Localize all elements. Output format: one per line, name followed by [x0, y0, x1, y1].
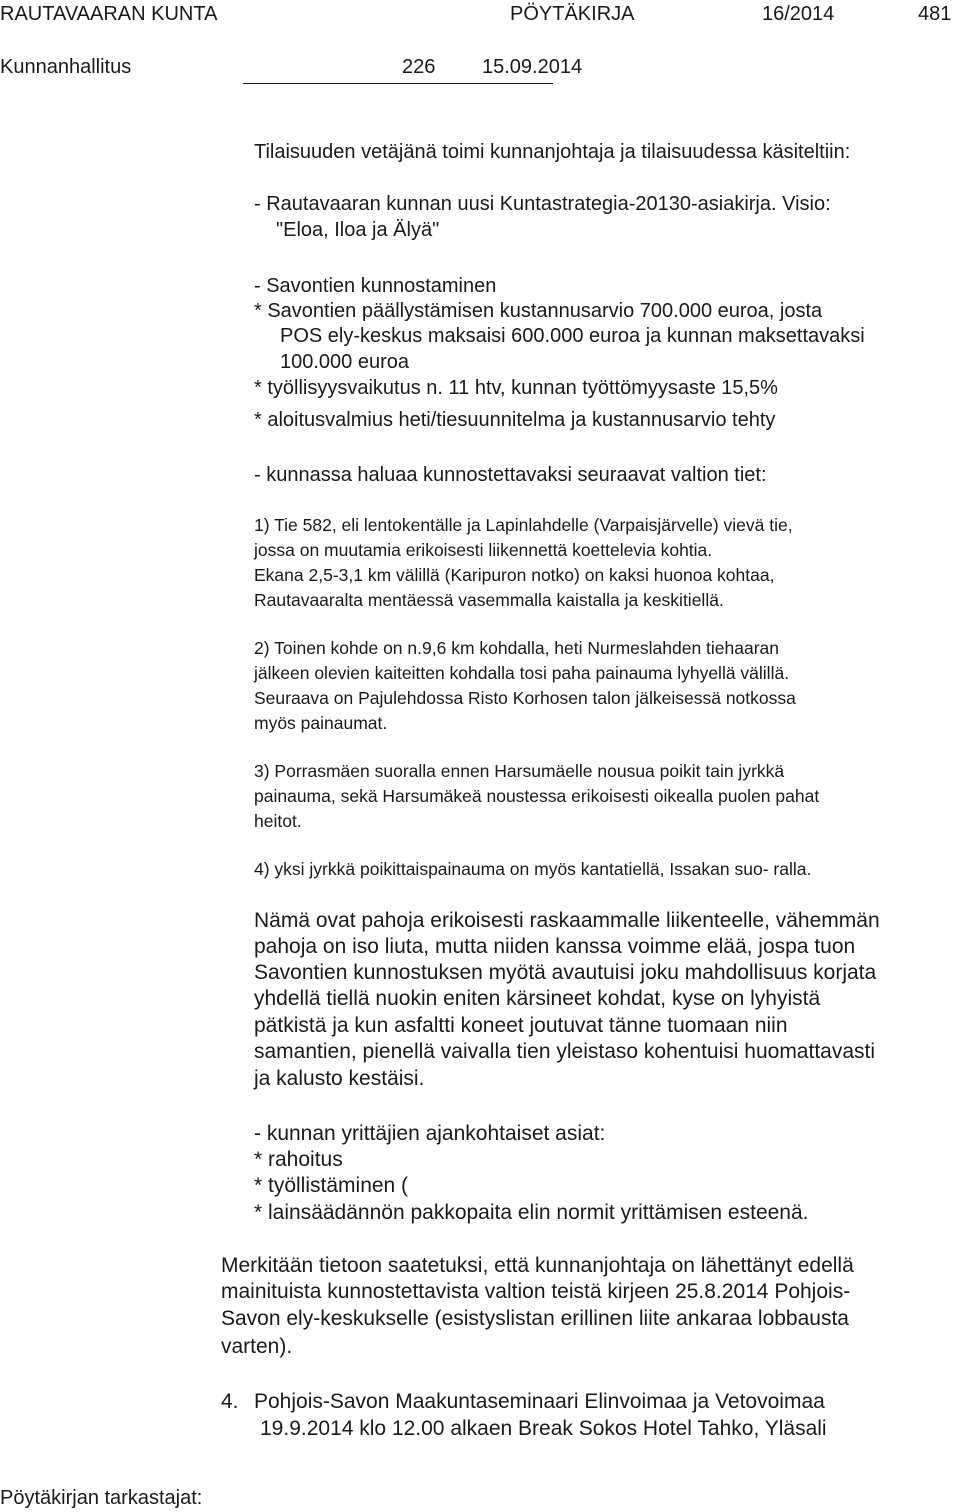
strategy-vision: "Eloa, Iloa ja Älyä" — [276, 219, 440, 241]
damage-line: Nämä ovat pahoja erikoisesti raskaammalle liikenteelle, vähemmän — [254, 909, 880, 932]
note-line: Savon ely-keskukselle (esistyslistan erillinen liite ankaraa lobbausta — [221, 1307, 849, 1330]
damage-line: yhdellä tiellä nuokin eniten kärsineet kohdat, kyse on lyhyistä — [254, 987, 821, 1010]
item3-line: heitot. — [254, 811, 302, 831]
damage-line: ja kalusto kestäisi. — [254, 1067, 425, 1090]
reviewers-label: Pöytäkirjan tarkastajat: — [0, 1487, 203, 1509]
damage-line: samantien, pienellä vaivalla tien yleistaso kohentuisi huomattavasti — [254, 1040, 876, 1063]
item2-line: Seuraava on Pajulehdossa Risto Korhosen talon jälkeisessä notkossa — [254, 688, 796, 708]
item4-line: 4) yksi jyrkkä poikittaispainauma on myös kantatiellä, Issakan suo- ralla. — [254, 859, 812, 879]
note-line: Merkitään tietoon saatetuksi, että kunnanjohtaja on lähettänyt edellä — [221, 1254, 854, 1277]
damage-line: Savontien kunnostuksen myötä avautuisi joku mahdollisuus korjata — [254, 961, 877, 984]
item3-line: 3) Porrasmäen suoralla ennen Harsumäelle nousua poikit tain jyrkkä — [254, 761, 785, 781]
road-bullet-cont: POS ely-keskus maksaisi 600.000 euroa ja kunnan maksettavaksi — [280, 325, 865, 347]
damage-line: pahoja on iso liuta, mutta niiden kanssa voimme elää, jospa tuon — [254, 935, 856, 958]
section-number: 226 — [402, 56, 436, 78]
item1-line: Rautavaaralta mentäessä vasemmalla kaistalla ja keskitiellä. — [254, 590, 724, 610]
item3-line: painauma, sekä Harsumäkeä noustessa erikoisesti oikealla puolen pahat — [254, 786, 820, 806]
item1-line: Ekana 2,5-3,1 km välillä (Karipuron notko) on kaksi huonoa kohtaa, — [254, 565, 775, 585]
page-number: 481 — [918, 3, 952, 25]
item2-line: 2) Toinen kohde on n.9,6 km kohdalla, heti Nurmeslahden tiehaaran — [254, 638, 780, 658]
road-bullet: * Savontien päällystämisen kustannusarvio 700.000 euroa, josta — [254, 300, 823, 322]
item1-line: 1) Tie 582, eli lentokentälle ja Lapinlahdelle (Varpaisjärvelle) vievä tie, — [254, 515, 793, 535]
agenda-item-number: 4. — [221, 1390, 239, 1413]
intro-text: Tilaisuuden vetäjänä toimi kunnanjohtaja ja tilaisuudessa käsiteltiin: — [254, 141, 851, 163]
note-line: mainituista kunnostettavista valtion teistä kirjeen 25.8.2014 Pohjois- — [221, 1280, 851, 1303]
strategy-line: - Rautavaaran kunnan uusi Kuntastrategia-20130-asiakirja. Visio: — [254, 193, 831, 215]
road-bullet-cont: 100.000 euroa — [280, 351, 410, 373]
entrepreneurs-bullet: * rahoitus — [254, 1148, 343, 1171]
road-heading: - Savontien kunnostaminen — [254, 275, 497, 297]
item2-line: jälkeen olevien kaiteitten kohdalla tosi paha painauma lyhyellä välillä. — [254, 663, 790, 683]
note-line: varten). — [221, 1335, 293, 1358]
damage-line: pätkistä ja kun asfaltti koneet joutuvat tänne tuomaan niin — [254, 1014, 788, 1037]
entrepreneurs-heading: - kunnan yrittäjien ajankohtaiset asiat: — [254, 1122, 606, 1145]
entrepreneurs-bullet: * lainsäädännön pakkopaita elin normit yrittämisen esteenä. — [254, 1201, 809, 1224]
section-underline — [243, 83, 553, 84]
council-name: Kunnanhallitus — [0, 56, 132, 78]
document-type: PÖYTÄKIRJA — [510, 3, 635, 25]
document-number: 16/2014 — [762, 3, 835, 25]
road-bullet: * aloitusvalmius heti/tiesuunnitelma ja kustannusarvio tehty — [254, 409, 776, 431]
state-roads-intro: - kunnassa haluaa kunnostettavaksi seuraavat valtion tiet: — [254, 464, 767, 486]
item2-line: myös painaumat. — [254, 713, 388, 733]
road-bullet: * työllisyysvaikutus n. 11 htv, kunnan työttömyysaste 15,5% — [254, 377, 778, 399]
item1-line: jossa on muutamia erikoisesti liikennettä koettelevia kohtia. — [254, 540, 713, 560]
entrepreneurs-bullet: * työllistäminen ( — [254, 1174, 409, 1197]
meeting-date: 15.09.2014 — [482, 56, 583, 78]
agenda-item-title: 19.9.2014 klo 12.00 alkaen Break Sokos Hotel Tahko, Yläsali — [260, 1417, 827, 1440]
municipality-name: RAUTAVAARAN KUNTA — [0, 3, 218, 25]
agenda-item-title: Pohjois-Savon Maakuntaseminaari Elinvoimaa ja Vetovoimaa — [254, 1390, 825, 1413]
